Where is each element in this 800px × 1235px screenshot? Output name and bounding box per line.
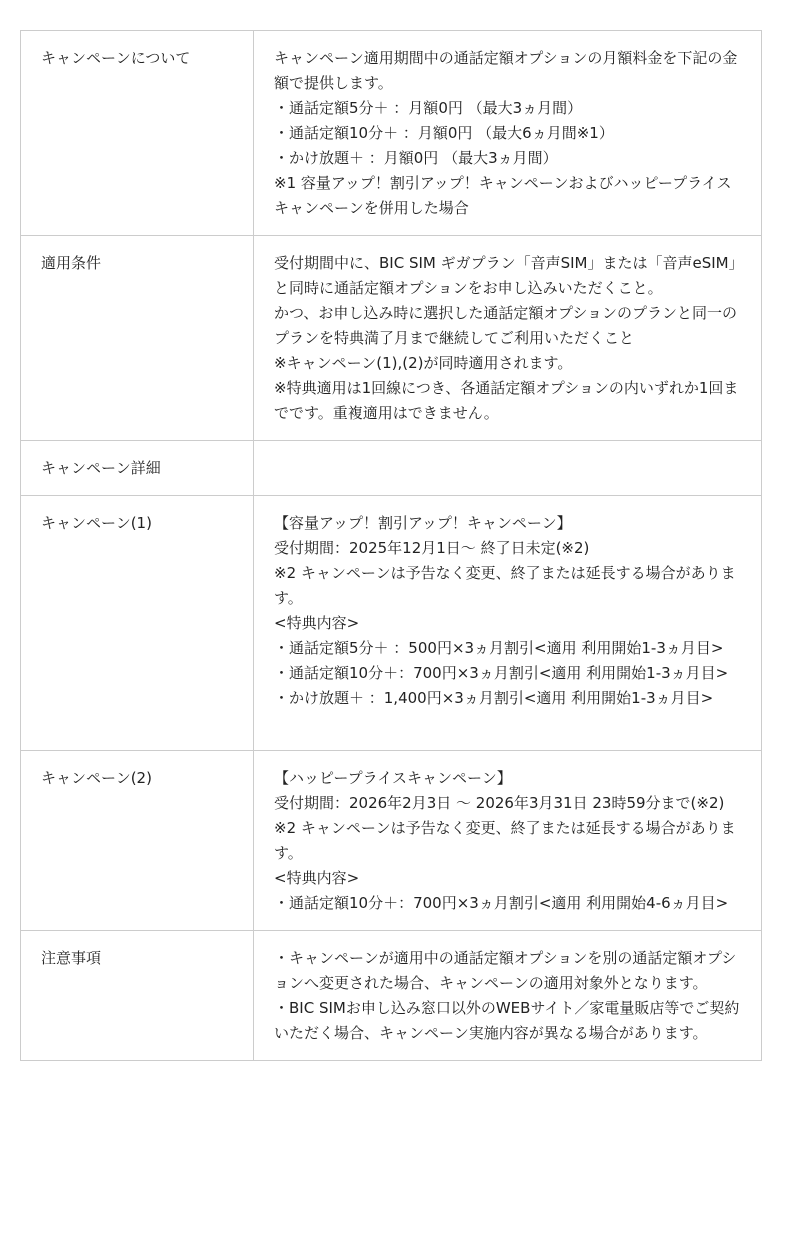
content-line: <特典内容> xyxy=(274,869,360,887)
content-line: ・通話定額10分＋ ：月額0円 （最大6ヵ月間※1） xyxy=(274,124,614,142)
content-line: ・通話定額10分＋：700円×3ヵ月割引<適用 利用開始1-3ヵ月目> xyxy=(274,664,729,682)
content-line: かつ、お申し込み時に選択した通話定額オプションのプランと同一のプランを特典満了月まで継続してご利用いただくこと xyxy=(274,304,738,347)
content-line: キャンペーン適用期間中の通話定額オプションの月額料金を下記の金額で提供します。 xyxy=(274,49,738,92)
content-line: ・BIC SIMお申し込み窓口以外のWEBサイト／家電量販店等でご契約いただく場合、キャンペーン実施内容が異なる場合があります。 xyxy=(274,999,740,1042)
campaign-info-section xyxy=(20,30,762,1061)
row-content xyxy=(254,751,762,931)
content-line: ・通話定額10分＋：700円×3ヵ月割引<適用 利用開始4-6ヵ月目> xyxy=(274,894,729,912)
content-line: ※キャンペーン(1),(2)が同時適用されます。 xyxy=(274,354,573,372)
row-content xyxy=(254,931,762,1061)
campaign-info-table xyxy=(20,30,762,1061)
content-line: 【容量アップ！割引アップ！キャンペーン】 xyxy=(274,514,572,532)
row-label: キャンペーン詳細 xyxy=(21,441,254,496)
table-row xyxy=(21,496,762,751)
table-row xyxy=(21,236,762,441)
row-content xyxy=(254,236,762,441)
row-label: 注意事項 xyxy=(21,931,254,1061)
content-line: ※2 キャンペーンは予告なく変更、終了または延長する場合があります。 xyxy=(274,819,736,862)
content-line: ・かけ放題＋ ：1,400円×3ヵ月割引<適用 利用開始1-3ヵ月目> xyxy=(274,689,714,707)
blank-line xyxy=(274,711,741,736)
content-line: ・通話定額5分＋ ：月額0円 （最大3ヵ月間） xyxy=(274,99,583,117)
table-row xyxy=(21,441,762,496)
row-label: キャンペーン(2) xyxy=(21,751,254,931)
content-line: 【ハッピープライスキャンペーン】 xyxy=(274,769,512,787)
content-line: 受付期間：2026年2月3日 ～ 2026年3月31日 23時59分まで(※2) xyxy=(274,794,725,812)
row-content xyxy=(254,31,762,236)
row-content xyxy=(254,496,762,751)
table-body xyxy=(21,31,762,1061)
content-line: <特典内容> xyxy=(274,614,360,632)
row-content xyxy=(254,441,762,496)
table-row xyxy=(21,751,762,931)
content-line: ※2 キャンペーンは予告なく変更、終了または延長する場合があります。 xyxy=(274,564,736,607)
table-row xyxy=(21,31,762,236)
row-label: キャンペーンについて xyxy=(21,31,254,236)
content-line: ・通話定額5分＋ ：500円×3ヵ月割引<適用 利用開始1-3ヵ月目> xyxy=(274,639,724,657)
content-line: 受付期間：2025年12月1日～ 終了日未定(※2) xyxy=(274,539,590,557)
row-label: キャンペーン(1) xyxy=(21,496,254,751)
content-line: ・キャンペーンが適用中の通話定額オプションを別の通話定額オプションへ変更された場合、キャンペーンの適用対象外となります。 xyxy=(274,949,737,992)
table-row xyxy=(21,931,762,1061)
row-label: 適用条件 xyxy=(21,236,254,441)
content-line: ※1 容量アップ！割引アップ！キャンペーンおよびハッピープライスキャンペーンを併用した場合 xyxy=(274,174,732,217)
content-line: ※特典適用は1回線につき、各通話定額オプションの内いずれか1回までです。重複適用はできません。 xyxy=(274,379,739,422)
content-line: ・かけ放題＋ ：月額0円 （最大3ヵ月間） xyxy=(274,149,558,167)
content-line: 受付期間中に、BIC SIM ギガプラン「音声SIM」または「音声eSIM」と同時に通話定額オプションをお申し込みいただくこと。 xyxy=(274,254,737,297)
